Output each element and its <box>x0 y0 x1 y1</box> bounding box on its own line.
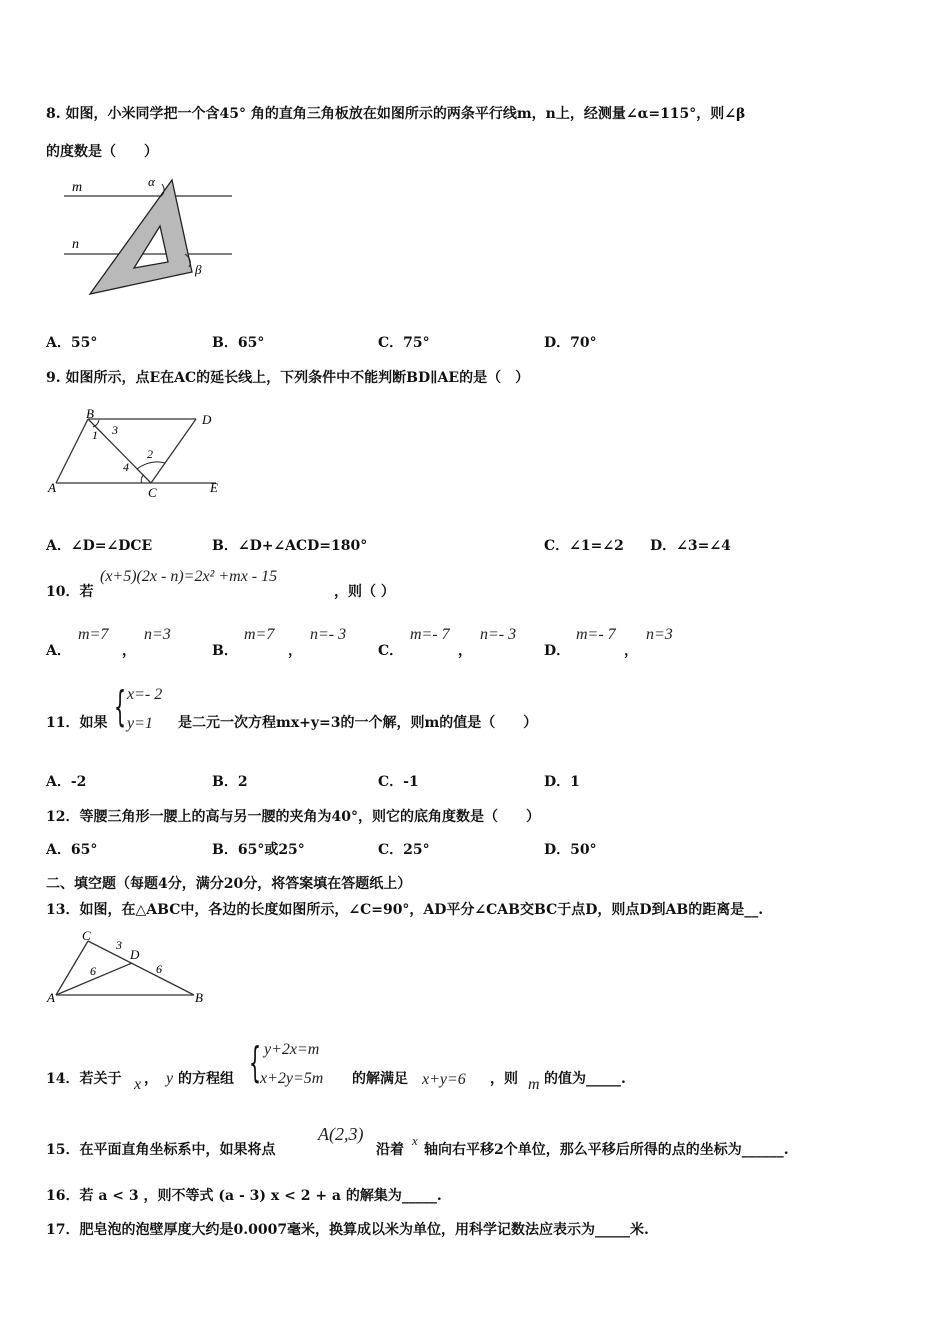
label-side-6-right: 6 <box>156 962 162 976</box>
q15-var-x: x <box>412 1133 418 1148</box>
label-4: 4 <box>123 460 129 474</box>
q8-figure <box>46 170 246 300</box>
q11-tail: 是二元一次方程mx+y=3的一个解，则m的值是（ ） <box>178 715 538 731</box>
q11-eq2: y=1 <box>127 715 153 732</box>
q11-option-b: B．2 <box>212 774 248 790</box>
q11-eq1: x=- 2 <box>127 686 163 703</box>
segment-ab <box>56 419 88 483</box>
label-n: n <box>72 237 79 252</box>
q10-option-b-m: m=7 <box>244 626 275 643</box>
q10-option-c-sep: ， <box>458 643 472 659</box>
label-beta: β <box>195 262 202 277</box>
label-a: A <box>47 990 55 1005</box>
q10-option-a-label: A． <box>46 643 71 659</box>
label-d: D <box>130 947 140 962</box>
q10-option-b-label: B． <box>212 643 238 659</box>
q15-point: A(2,3) <box>318 1124 364 1144</box>
q10-option-a-sep: ， <box>122 643 136 659</box>
angle3-arc <box>93 420 99 427</box>
q10-expression: (x+5)(2x - n)=2x² +mx - 15 <box>100 568 278 585</box>
q10-option-d-n: n=3 <box>646 626 673 643</box>
q12-option-b: B．65°或25° <box>212 842 305 858</box>
q12-option-d: D．50° <box>544 842 597 858</box>
label-b: B <box>195 990 203 1005</box>
segment-ca <box>56 941 88 995</box>
q8-option-b: B．65° <box>212 335 265 351</box>
label-3: 3 <box>112 423 118 437</box>
q14-comma: ， <box>144 1071 158 1087</box>
q14-eq2: x+2y=5m <box>260 1070 324 1087</box>
q8-stem-line2: 的度数是（ ） <box>46 144 158 160</box>
q11-option-c: C．-1 <box>378 774 419 790</box>
q10-option-a-m: m=7 <box>78 626 109 643</box>
q13-figure <box>46 925 211 1010</box>
q11-number: 11．如果 <box>46 715 108 731</box>
q14-condition: x+y=6 <box>422 1071 466 1088</box>
angle2-arc <box>137 462 165 469</box>
q8-option-a: A．55° <box>46 335 98 351</box>
q10-option-c-n: n=- 3 <box>480 626 517 643</box>
q10-option-b-sep: ， <box>288 643 302 659</box>
label-c: C <box>82 928 91 943</box>
angle4-arc <box>141 475 143 483</box>
q10-option-a-n: n=3 <box>144 626 171 643</box>
q10-option-d-sep: ， <box>624 643 638 659</box>
label-b: B <box>86 406 94 421</box>
q14-var-x: x <box>134 1076 142 1093</box>
label-d: D <box>202 412 212 427</box>
q9-option-b: B．∠D+∠ACD=180° <box>212 538 368 554</box>
q11-option-d: D．1 <box>544 774 580 790</box>
q12-option-a: A．65° <box>46 842 98 858</box>
q8-stem-line1: 8. 如图，小米同学把一个含45° 角的直角三角板放在如图所示的两条平行线m，n上，经测量∠α=115°，则∠β <box>46 106 746 122</box>
label-a: A <box>48 480 56 495</box>
q10-option-d-label: D． <box>544 643 571 659</box>
q8-option-c: C．75° <box>378 335 430 351</box>
label-e: E <box>210 480 218 495</box>
q15-part2: 沿着 <box>376 1142 404 1158</box>
q17-stem: 17．肥皂泡的泡壁厚度大约是0.0007毫米，换算成以米为单位，用科学记数法应表示为_____米. <box>46 1222 649 1238</box>
q9-option-c: C．∠1=∠2 <box>544 538 624 554</box>
label-c: C <box>148 485 157 500</box>
q14-brace: { <box>249 1038 262 1087</box>
q10-option-d-m: m=- 7 <box>576 626 616 643</box>
q14-part3: 的解满足 <box>352 1071 408 1087</box>
section-heading-fill-in: 二、填空题（每题4分，满分20分，将答案填在答题纸上） <box>46 876 412 892</box>
label-side-6-left: 6 <box>90 964 96 978</box>
label-m: m <box>72 180 83 195</box>
q14-part2: 的方程组 <box>178 1071 234 1087</box>
q14-var-y: y <box>166 1070 174 1087</box>
label-2: 2 <box>147 447 153 461</box>
q9-option-a: A．∠D=∠DCE <box>46 538 153 554</box>
q15-part1: 15．在平面直角坐标系中，如果将点 <box>46 1142 276 1158</box>
label-alpha: α <box>148 174 155 189</box>
label-side-3: 3 <box>116 938 122 952</box>
q9-stem: 9. 如图所示，点E在AC的延长线上，下列条件中不能判断BD∥AE的是（ ） <box>46 370 530 386</box>
q13-stem: 13．如图，在△ABC中，各边的长度如图所示，∠C=90°，AD平分∠CAB交BC于点D，则点D到AB的距离是__. <box>46 902 764 918</box>
q9-option-d: D．∠3=∠4 <box>650 538 731 554</box>
q14-part5: 的值为_____. <box>544 1071 626 1087</box>
q15-part3: 轴向右平移2个单位，那么平移后所得的点的坐标为______. <box>424 1142 789 1158</box>
q10-number: 10．若 <box>46 584 94 600</box>
q14-part4: ，则 <box>490 1071 518 1087</box>
q14-eq1: y+2x=m <box>264 1041 320 1058</box>
q10-option-c-m: m=- 7 <box>410 626 450 643</box>
q14-var-m: m <box>528 1076 540 1093</box>
q10-option-c-label: C． <box>378 643 404 659</box>
q8-option-d: D．70° <box>544 335 597 351</box>
q10-tail: ，则（ ） <box>334 584 395 600</box>
set-square-triangle <box>90 180 192 294</box>
q11-option-a: A．-2 <box>46 774 87 790</box>
q11-brace: { <box>114 682 127 731</box>
q10-option-b-n: n=- 3 <box>310 626 347 643</box>
segment-dc <box>151 419 196 483</box>
q14-part1: 14．若关于 <box>46 1071 122 1087</box>
q9-figure <box>46 403 231 501</box>
q12-stem: 12．等腰三角形一腰上的高与另一腰的夹角为40°，则它的底角度数是（ ） <box>46 809 540 825</box>
q16-stem: 16．若 a < 3 ，则不等式 (a - 3) x < 2 + a 的解集为_____. <box>46 1188 442 1204</box>
q12-option-c: C．25° <box>378 842 430 858</box>
label-1: 1 <box>92 428 98 442</box>
segment-cb <box>88 941 194 995</box>
